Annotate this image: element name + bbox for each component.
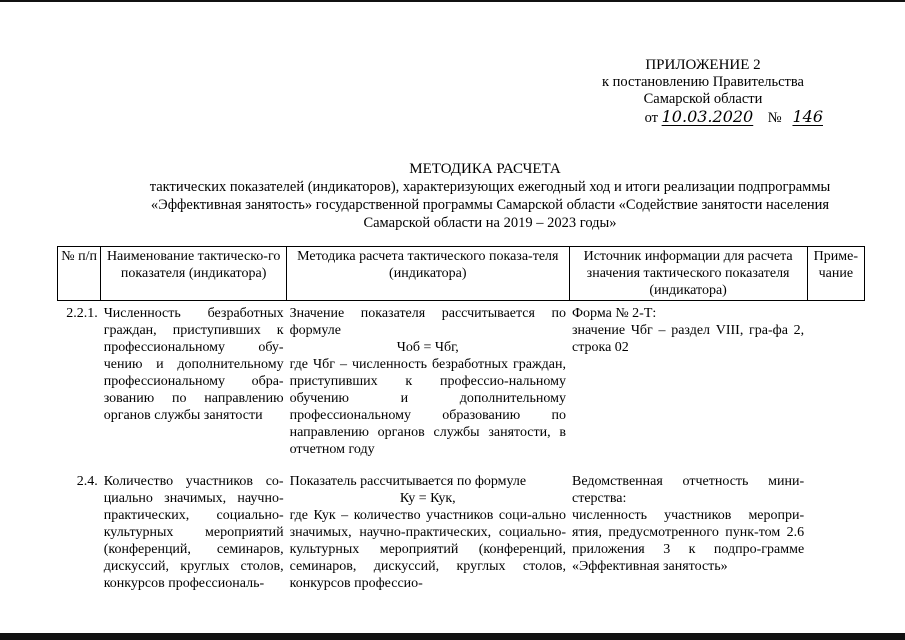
source-line-1: Форма № 2-Т: — [572, 306, 657, 321]
header-note: Приме-чание — [807, 247, 864, 301]
scan-bottom-edge — [0, 633, 905, 640]
row-method — [287, 301, 569, 470]
row-name: Количество участников со-циально значимых, научно-практических, социально-культурных мероприятий (конференций, семинаров, дискуссий, круглых столов, конкурсов профессиональ- — [103, 474, 284, 591]
method-description: где Чбг – численность безработных граждан, приступивших к профессио-нальному обучению и дополнительному профессиональному образованию по направлению органов службы занятости, в отчетном году — [289, 357, 566, 457]
row-note — [807, 301, 864, 470]
indicator-table — [57, 246, 865, 593]
method-formula: Ку = Кук, — [399, 491, 456, 506]
row-source — [569, 469, 807, 593]
handwritten-number: 146 — [792, 107, 823, 126]
table-row — [58, 469, 865, 593]
header-num: № п/п — [58, 247, 101, 301]
document-subtitle — [100, 178, 880, 232]
appendix-title: ПРИЛОЖЕНИЕ 2 — [645, 57, 761, 73]
row-num: 2.2.1. — [66, 306, 98, 321]
header-name: Наименование тактическо-го показателя (индикатора) — [101, 247, 287, 301]
source-line-1: Ведомственная отчетность мини-стерства: — [572, 474, 805, 506]
source-line-2: численность участников меропри-ятия, предусмотренного пунк-том 2.6 приложения 3 к подпро-грамме «Эффективная занятость» — [572, 508, 805, 574]
document-title: МЕТОДИКА РАСЧЕТА — [409, 161, 561, 177]
row-source — [569, 301, 807, 470]
appendix-header — [583, 57, 823, 127]
appendix-line-1: к постановлению Правительства — [602, 74, 804, 90]
row-note — [807, 469, 864, 593]
row-method — [287, 469, 569, 593]
row-name: Численность безработных граждан, приступивших к профессиональному обу-чению и дополнительному профессиональному обра-зованию по направлению органов службы занятости — [103, 306, 284, 423]
handwritten-date: 10.03.2020 — [661, 107, 754, 126]
method-intro: Значение показателя рассчитывается по формуле — [289, 306, 566, 338]
method-description: где Кук – количество участников соци-ально значимых, научно-практических, социально-культурных мероприятий (конференций, семинаров, дискуссий, круглых столов, конкурсов профессио- — [289, 508, 566, 591]
subtitle-line-3: Самарской области на 2019 – 2023 годы» — [363, 215, 617, 231]
table-row — [58, 301, 865, 470]
appendix-date-number — [583, 108, 823, 127]
header-method: Методика расчета тактического показа-теля (индикатора) — [287, 247, 569, 301]
date-prefix: от — [644, 110, 658, 126]
method-intro: Показатель рассчитывается по формуле — [289, 474, 527, 489]
source-line-2: значение Чбг – раздел VIII, гра-фа 2, строка 02 — [572, 323, 805, 355]
scan-top-edge — [0, 0, 905, 2]
row-num: 2.4. — [76, 474, 98, 489]
subtitle-line-1: тактических показателей (индикаторов), характеризующих ежегодный ход и итоги реализации подпрограммы — [149, 179, 831, 195]
subtitle-line-2: «Эффективная занятость» государственной программы Самарской области «Содействие занятости населения — [150, 197, 830, 213]
table-header-row — [58, 247, 865, 301]
header-source: Источник информации для расчета значения тактического показателя (индикатора) — [569, 247, 807, 301]
number-prefix: № — [767, 110, 782, 126]
method-formula: Чоб = Чбг, — [396, 340, 459, 355]
appendix-line-2: Самарской области — [643, 91, 763, 107]
